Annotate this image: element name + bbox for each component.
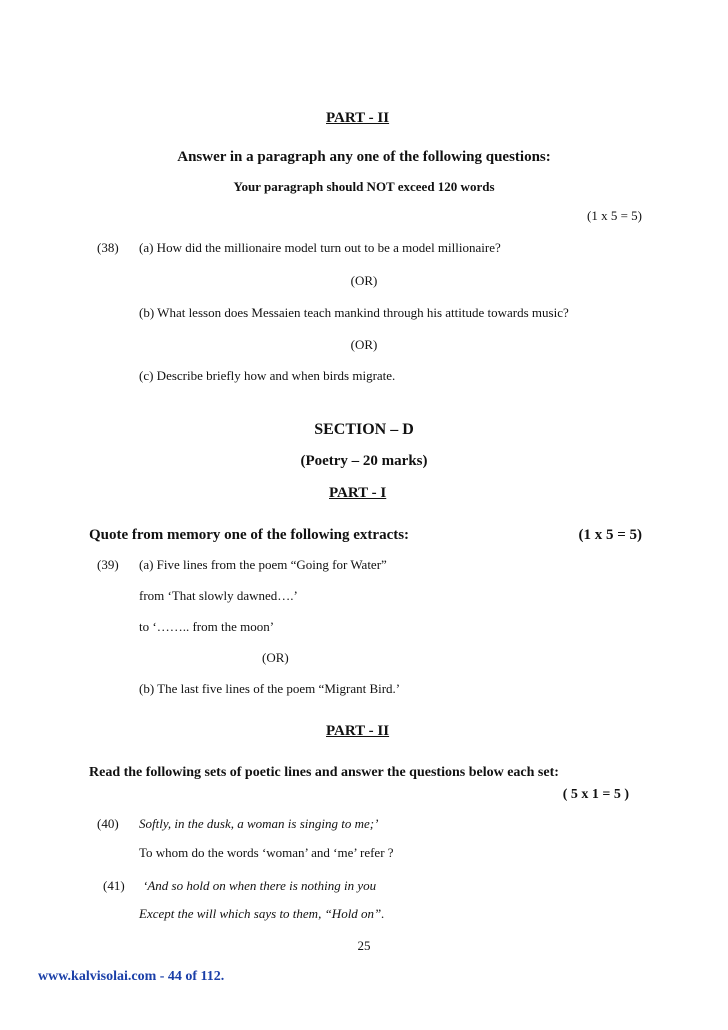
or-separator: (OR) [350, 273, 378, 288]
part2-instruction: Answer in a paragraph any one of the following questions: [177, 149, 551, 165]
q38-number: (38) [97, 240, 119, 255]
part2-heading: PART - II [326, 110, 390, 126]
part1-marks: (1 x 5 = 5) [578, 527, 642, 543]
q40-poetic-line: Softly, in the dusk, a woman is singing to me;’ [139, 816, 379, 831]
q41-poetic-line-2: Except the will which says to them, “Hold on”. [139, 906, 385, 921]
q39-to: to ‘…….. from the moon’ [139, 619, 275, 634]
part2b-marks: ( 5 x 1 = 5 ) [562, 787, 629, 802]
q39-option-b: (b) The last five lines of the poem “Migrant Bird.’ [139, 681, 401, 696]
part2b-heading: PART - II [326, 723, 390, 739]
q39-number: (39) [97, 557, 119, 572]
q38-option-b: (b) What lesson does Messaien teach mankind through his attitude towards music? [139, 305, 569, 320]
source-link[interactable]: www.kalvisolai.com - 44 of 112. [38, 969, 225, 984]
page-number: 25 [357, 938, 371, 953]
section-d-title: SECTION – D [314, 421, 414, 438]
q40-question: To whom do the words ‘woman’ and ‘me’ refer ? [139, 845, 394, 860]
part2-marks: (1 x 5 = 5) [587, 208, 642, 223]
q41-poetic-line-1: ‘And so hold on when there is nothing in you [143, 878, 377, 893]
or-separator: (OR) [350, 337, 378, 352]
part1-heading: PART - I [329, 485, 387, 501]
section-d-subtitle: (Poetry – 20 marks) [300, 453, 428, 469]
q40-number: (40) [97, 816, 119, 831]
q41-number: (41) [103, 878, 125, 893]
part1-instruction: Quote from memory one of the following extracts: [89, 527, 410, 543]
q39-option-a: (a) Five lines from the poem “Going for Water” [139, 557, 387, 572]
or-separator: (OR) [262, 650, 289, 665]
part2b-instruction: Read the following sets of poetic lines and answer the questions below each set: [89, 765, 559, 780]
q38-option-c: (c) Describe briefly how and when birds migrate. [139, 368, 396, 383]
q39-from: from ‘That slowly dawned….’ [139, 588, 298, 603]
part2-subinstruction: Your paragraph should NOT exceed 120 words [233, 179, 495, 194]
q38-option-a: (a) How did the millionaire model turn out to be a model millionaire? [139, 240, 501, 255]
